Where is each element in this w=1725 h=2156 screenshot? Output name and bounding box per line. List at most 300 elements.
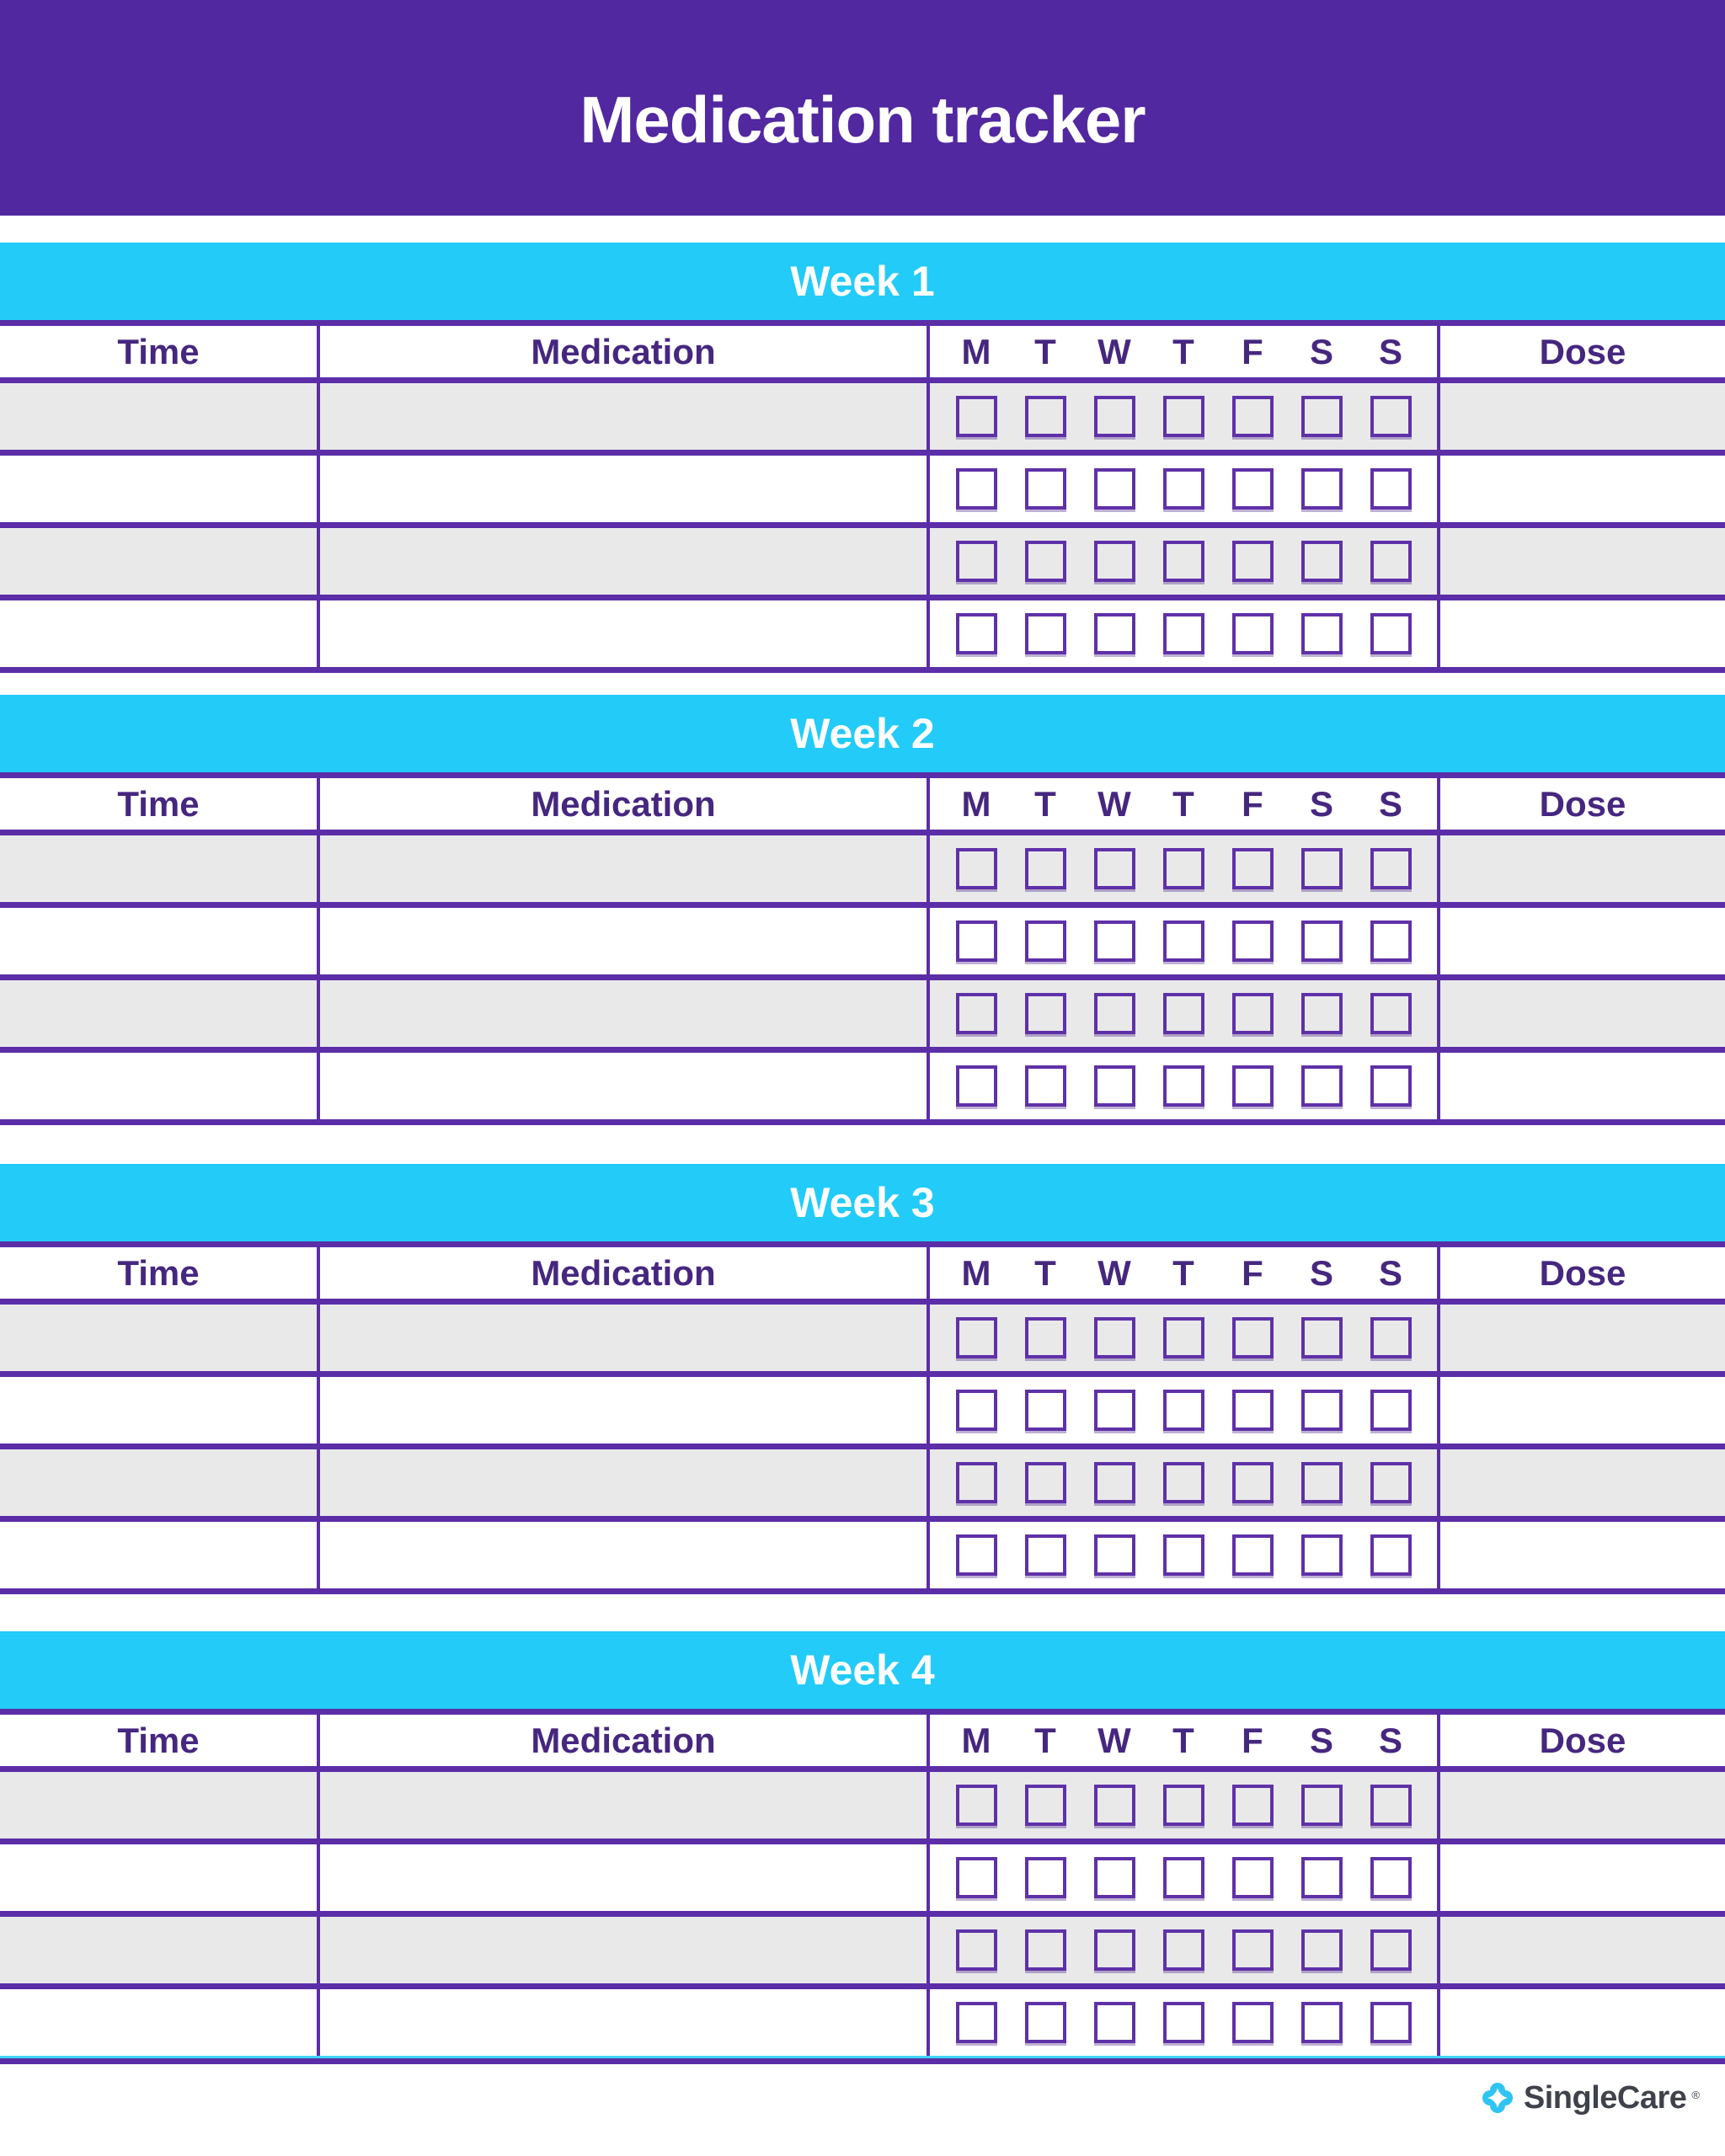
day-checkbox-mon[interactable]: [956, 1462, 997, 1503]
day-checkbox-wed[interactable]: [1094, 613, 1135, 654]
column-header-medication: Medication: [320, 326, 930, 377]
time-cell: [0, 1305, 320, 1371]
day-checkbox-sun[interactable]: [1370, 1534, 1412, 1576]
days-cell: [930, 1449, 1440, 1516]
day-checkbox-mon[interactable]: [956, 1065, 997, 1107]
medication-cell: [320, 1053, 930, 1119]
column-header-medication: Medication: [320, 778, 930, 830]
medication-row: [0, 1844, 1725, 1917]
medication-cell: [320, 1989, 930, 2056]
day-slot-fri: [1218, 1785, 1287, 1826]
day-slot-sun: [1356, 1462, 1425, 1503]
day-slot-fri: [1218, 468, 1287, 510]
medication-row: [0, 1522, 1725, 1594]
day-checkbox-thu[interactable]: [1163, 1857, 1204, 1898]
time-cell: [0, 1989, 320, 2056]
day-letter-sun: S: [1378, 331, 1402, 371]
day-letter-tue: T: [1034, 783, 1056, 824]
day-checkbox-mon[interactable]: [956, 1317, 997, 1358]
day-checkbox-tue[interactable]: [1025, 2002, 1066, 2043]
day-checkbox-fri[interactable]: [1232, 1534, 1274, 1576]
day-checkbox-sat[interactable]: [1301, 1065, 1343, 1107]
day-checkbox-mon[interactable]: [956, 2002, 997, 2043]
day-slot-thu: [1149, 921, 1218, 962]
day-slot-wed: [1080, 541, 1149, 582]
day-slot-thu: [1149, 541, 1218, 582]
day-checkbox-sun[interactable]: [1370, 2002, 1412, 2043]
day-checkbox-thu[interactable]: [1163, 1929, 1204, 1971]
day-checkbox-thu[interactable]: [1163, 541, 1204, 582]
day-letter-wed: W: [1097, 1252, 1131, 1293]
day-checkbox-wed[interactable]: [1094, 468, 1135, 510]
medication-row: [0, 1305, 1725, 1377]
checkbox-strip: [930, 1857, 1437, 1898]
table-header-row: [0, 1715, 1725, 1772]
day-checkbox-fri[interactable]: [1232, 848, 1274, 889]
day-checkbox-fri[interactable]: [1232, 1317, 1274, 1358]
day-checkbox-sat[interactable]: [1301, 1929, 1343, 1971]
day-slot-tue: [1011, 396, 1080, 437]
day-slot-mon: [942, 1534, 1011, 1576]
medication-cell: [320, 1522, 930, 1588]
day-slot-mon: [942, 1065, 1011, 1107]
day-checkbox-sun[interactable]: [1370, 396, 1412, 437]
days-cell: [930, 1053, 1440, 1119]
brand-name: SingleCare: [1523, 2079, 1687, 2116]
day-checkbox-thu[interactable]: [1163, 1534, 1204, 1576]
day-letter-tue: T: [1034, 331, 1056, 371]
day-slot-sun: [1356, 1390, 1425, 1431]
day-slot-sun: [1356, 993, 1425, 1034]
day-slot-wed: [1080, 1065, 1149, 1107]
day-slot-fri: [1218, 848, 1287, 889]
day-checkbox-wed[interactable]: [1094, 1390, 1135, 1431]
days-cell: [930, 908, 1440, 974]
day-checkbox-thu[interactable]: [1163, 848, 1204, 889]
day-checkbox-sat[interactable]: [1301, 1857, 1343, 1898]
column-header-days: [930, 1247, 1440, 1299]
day-slot-tue: [1011, 1534, 1080, 1576]
medication-row: [0, 1772, 1725, 1844]
day-checkbox-sun[interactable]: [1370, 1785, 1412, 1826]
day-checkbox-fri[interactable]: [1232, 541, 1274, 582]
day-slot-thu: [1149, 993, 1218, 1034]
day-checkbox-tue[interactable]: [1025, 613, 1066, 654]
day-checkbox-wed[interactable]: [1094, 1534, 1135, 1576]
day-checkbox-sun[interactable]: [1370, 1317, 1412, 1358]
day-checkbox-sat[interactable]: [1301, 1534, 1343, 1576]
day-checkbox-mon[interactable]: [956, 541, 997, 582]
day-letter-sat: S: [1309, 331, 1333, 371]
day-slot-tue: [1011, 1462, 1080, 1503]
day-checkbox-mon[interactable]: [956, 396, 997, 437]
day-checkbox-sun[interactable]: [1370, 1929, 1412, 1971]
day-slot-fri: [1218, 1857, 1287, 1898]
day-slot-wed: [1080, 1929, 1149, 1971]
day-slot-mon: [942, 921, 1011, 962]
day-slot-sun: [1356, 1785, 1425, 1826]
day-slot-tue: [1011, 921, 1080, 962]
day-slot-fri: [1218, 921, 1287, 962]
day-checkbox-tue[interactable]: [1025, 1857, 1066, 1898]
day-checkbox-fri[interactable]: [1232, 396, 1274, 437]
day-slot-tue: [1011, 541, 1080, 582]
day-slot-tue: [1011, 1785, 1080, 1826]
day-slot-tue: [1011, 1317, 1080, 1358]
day-checkbox-mon[interactable]: [956, 1534, 997, 1576]
day-checkbox-thu[interactable]: [1163, 1065, 1204, 1107]
dose-cell: [1440, 1449, 1725, 1516]
column-header-medication: Medication: [320, 1247, 930, 1299]
day-checkbox-thu[interactable]: [1163, 1317, 1204, 1358]
checkbox-strip: [930, 1065, 1437, 1107]
day-checkbox-tue[interactable]: [1025, 993, 1066, 1034]
day-checkbox-tue[interactable]: [1025, 1065, 1066, 1107]
day-checkbox-wed[interactable]: [1094, 541, 1135, 582]
column-header-medication: Medication: [320, 1715, 930, 1766]
day-checkbox-sat[interactable]: [1301, 396, 1343, 437]
dose-cell: [1440, 383, 1725, 450]
day-slot-sat: [1287, 1534, 1356, 1576]
week-table: [0, 1241, 1725, 1594]
day-slot-fri: [1218, 1065, 1287, 1107]
day-slot-wed: [1080, 1390, 1149, 1431]
day-checkbox-sat[interactable]: [1301, 541, 1343, 582]
days-cell: [930, 600, 1440, 667]
medication-row: [0, 456, 1725, 528]
day-checkbox-mon[interactable]: [956, 1390, 997, 1431]
day-slot-tue: [1011, 1929, 1080, 1971]
day-letter-wed: W: [1097, 1720, 1131, 1760]
day-letters-strip: [930, 784, 1437, 825]
day-checkbox-wed[interactable]: [1094, 1857, 1135, 1898]
day-checkbox-tue[interactable]: [1025, 1390, 1066, 1431]
day-checkbox-thu[interactable]: [1163, 1390, 1204, 1431]
day-checkbox-thu[interactable]: [1163, 396, 1204, 437]
day-slot-thu: [1149, 1857, 1218, 1898]
dose-cell: [1440, 1377, 1725, 1444]
day-slot-sun: [1356, 1065, 1425, 1107]
day-checkbox-wed[interactable]: [1094, 396, 1135, 437]
day-slot-sun: [1356, 1857, 1425, 1898]
day-checkbox-sun[interactable]: [1370, 1857, 1412, 1898]
column-header-days: [930, 326, 1440, 377]
day-slot-sat: [1287, 1317, 1356, 1358]
day-checkbox-thu[interactable]: [1163, 921, 1204, 962]
day-letters-strip: [930, 332, 1437, 372]
day-slot-sat: [1287, 993, 1356, 1034]
medication-cell: [320, 1772, 930, 1838]
day-letter-sat: S: [1309, 1252, 1333, 1293]
day-checkbox-fri[interactable]: [1232, 613, 1274, 654]
day-checkbox-fri[interactable]: [1232, 468, 1274, 510]
day-checkbox-fri[interactable]: [1232, 1785, 1274, 1826]
day-slot-fri: [1218, 541, 1287, 582]
day-checkbox-sat[interactable]: [1301, 993, 1343, 1034]
day-letter-wed: W: [1097, 331, 1131, 371]
day-checkbox-sun[interactable]: [1370, 1065, 1412, 1107]
day-checkbox-mon[interactable]: [956, 1857, 997, 1898]
day-checkbox-tue[interactable]: [1025, 1929, 1066, 1971]
day-checkbox-thu[interactable]: [1163, 468, 1204, 510]
day-checkbox-tue[interactable]: [1025, 468, 1066, 510]
time-cell: [0, 1844, 320, 1911]
week-header-bar: [0, 243, 1725, 320]
page-title: Medication tracker: [579, 82, 1146, 157]
day-checkbox-tue[interactable]: [1025, 1462, 1066, 1503]
day-slot-wed: [1080, 848, 1149, 889]
day-slot-fri: [1218, 1929, 1287, 1971]
checkbox-strip: [930, 1390, 1437, 1431]
day-checkbox-sun[interactable]: [1370, 848, 1412, 889]
table-header-row: [0, 1247, 1725, 1305]
medication-cell: [320, 1377, 930, 1444]
day-checkbox-sun[interactable]: [1370, 541, 1412, 582]
day-checkbox-sun[interactable]: [1370, 613, 1412, 654]
week-table: [0, 320, 1725, 673]
day-checkbox-fri[interactable]: [1232, 1929, 1274, 1971]
day-slot-thu: [1149, 1065, 1218, 1107]
day-checkbox-sun[interactable]: [1370, 921, 1412, 962]
day-checkbox-thu[interactable]: [1163, 1462, 1204, 1503]
week-table-body: [0, 1772, 1725, 2058]
day-slot-wed: [1080, 1462, 1149, 1503]
day-checkbox-mon[interactable]: [956, 613, 997, 654]
medication-cell: [320, 383, 930, 450]
checkbox-strip: [930, 1317, 1437, 1358]
day-slot-sat: [1287, 1857, 1356, 1898]
day-checkbox-wed[interactable]: [1094, 1317, 1135, 1358]
day-checkbox-wed[interactable]: [1094, 1462, 1135, 1503]
medication-row: [0, 1053, 1725, 1125]
day-slot-thu: [1149, 1390, 1218, 1431]
table-header-row: [0, 326, 1725, 383]
medication-row: [0, 980, 1725, 1053]
day-slot-sat: [1287, 541, 1356, 582]
day-letter-mon: M: [961, 1252, 991, 1293]
day-checkbox-mon[interactable]: [956, 1785, 997, 1826]
day-slot-wed: [1080, 2002, 1149, 2043]
dose-cell: [1440, 835, 1725, 902]
week-header-bar: [0, 695, 1725, 772]
days-cell: [930, 383, 1440, 450]
weeks-container: [0, 243, 1725, 2064]
day-slot-sat: [1287, 1785, 1356, 1826]
day-letters-strip: [930, 1253, 1437, 1294]
day-slot-thu: [1149, 1929, 1218, 1971]
day-checkbox-thu[interactable]: [1163, 1785, 1204, 1826]
day-checkbox-wed[interactable]: [1094, 1785, 1135, 1826]
day-slot-mon: [942, 993, 1011, 1034]
day-checkbox-wed[interactable]: [1094, 848, 1135, 889]
week-section-1: [0, 243, 1725, 673]
checkbox-strip: [930, 468, 1437, 510]
day-letter-wed: W: [1097, 783, 1131, 824]
day-checkbox-thu[interactable]: [1163, 613, 1204, 654]
day-checkbox-wed[interactable]: [1094, 993, 1135, 1034]
day-checkbox-tue[interactable]: [1025, 1317, 1066, 1358]
dose-cell: [1440, 980, 1725, 1047]
day-slot-sun: [1356, 396, 1425, 437]
day-letter-sun: S: [1378, 1720, 1402, 1760]
day-checkbox-sat[interactable]: [1301, 921, 1343, 962]
day-checkbox-tue[interactable]: [1025, 541, 1066, 582]
day-checkbox-sat[interactable]: [1301, 2002, 1343, 2043]
day-slot-wed: [1080, 921, 1149, 962]
day-slot-sat: [1287, 396, 1356, 437]
day-checkbox-fri[interactable]: [1232, 993, 1274, 1034]
day-checkbox-wed[interactable]: [1094, 1929, 1135, 1971]
day-slot-wed: [1080, 613, 1149, 654]
day-checkbox-sat[interactable]: [1301, 1785, 1343, 1826]
day-slot-sat: [1287, 1929, 1356, 1971]
day-checkbox-fri[interactable]: [1232, 1462, 1274, 1503]
day-checkbox-tue[interactable]: [1025, 396, 1066, 437]
dose-cell: [1440, 528, 1725, 595]
week-label: Week 3: [790, 1179, 935, 1226]
day-letter-mon: M: [961, 1720, 991, 1760]
dose-cell: [1440, 1917, 1725, 1983]
checkbox-strip: [930, 993, 1437, 1034]
medication-cell: [320, 1917, 930, 1983]
day-slot-tue: [1011, 848, 1080, 889]
day-checkbox-fri[interactable]: [1232, 921, 1274, 962]
table-header-row: [0, 778, 1725, 835]
time-cell: [0, 1053, 320, 1119]
time-cell: [0, 1449, 320, 1516]
day-slot-thu: [1149, 1534, 1218, 1576]
day-checkbox-fri[interactable]: [1232, 1065, 1274, 1107]
day-checkbox-sat[interactable]: [1301, 1390, 1343, 1431]
day-slot-sun: [1356, 1534, 1425, 1576]
day-slot-thu: [1149, 1785, 1218, 1826]
dose-cell: [1440, 1772, 1725, 1838]
day-slot-sun: [1356, 541, 1425, 582]
column-header-dose: Dose: [1539, 331, 1626, 371]
time-cell: [0, 528, 320, 595]
day-slot-mon: [942, 1317, 1011, 1358]
day-slot-mon: [942, 613, 1011, 654]
day-slot-sat: [1287, 1065, 1356, 1107]
days-cell: [930, 835, 1440, 902]
day-checkbox-thu[interactable]: [1163, 2002, 1204, 2043]
day-slot-sun: [1356, 2002, 1425, 2043]
day-slot-mon: [942, 396, 1011, 437]
day-checkbox-mon[interactable]: [956, 1929, 997, 1971]
day-slot-wed: [1080, 1317, 1149, 1358]
day-checkbox-tue[interactable]: [1025, 1534, 1066, 1576]
days-cell: [930, 528, 1440, 595]
week-section-2: [0, 695, 1725, 1125]
week-table: [0, 772, 1725, 1125]
days-cell: [930, 1917, 1440, 1983]
day-checkbox-thu[interactable]: [1163, 993, 1204, 1034]
day-checkbox-wed[interactable]: [1094, 1065, 1135, 1107]
days-cell: [930, 1522, 1440, 1588]
day-checkbox-sat[interactable]: [1301, 848, 1343, 889]
dose-cell: [1440, 1522, 1725, 1588]
day-slot-tue: [1011, 613, 1080, 654]
day-checkbox-sun[interactable]: [1370, 1462, 1412, 1503]
time-cell: [0, 1377, 320, 1444]
checkbox-strip: [930, 1785, 1437, 1826]
day-checkbox-wed[interactable]: [1094, 921, 1135, 962]
day-slot-thu: [1149, 1317, 1218, 1358]
week-section-4: [0, 1631, 1725, 2064]
day-checkbox-sat[interactable]: [1301, 613, 1343, 654]
day-checkbox-sat[interactable]: [1301, 1462, 1343, 1503]
checkbox-strip: [930, 2002, 1437, 2043]
day-slot-thu: [1149, 468, 1218, 510]
days-cell: [930, 1844, 1440, 1911]
day-slot-sun: [1356, 921, 1425, 962]
day-checkbox-wed[interactable]: [1094, 2002, 1135, 2043]
day-checkbox-mon[interactable]: [956, 848, 997, 889]
day-slot-fri: [1218, 1317, 1287, 1358]
day-letter-thu: T: [1172, 1720, 1194, 1760]
day-slot-mon: [942, 1857, 1011, 1898]
checkbox-strip: [930, 396, 1437, 437]
column-header-days: [930, 1715, 1440, 1766]
column-header-time: Time: [0, 1247, 320, 1299]
day-slot-fri: [1218, 1462, 1287, 1503]
medication-row: [0, 908, 1725, 980]
day-checkbox-sat[interactable]: [1301, 468, 1343, 510]
day-checkbox-sun[interactable]: [1370, 993, 1412, 1034]
dose-cell: [1440, 1989, 1725, 2056]
day-slot-wed: [1080, 1857, 1149, 1898]
day-checkbox-tue[interactable]: [1025, 848, 1066, 889]
day-checkbox-tue[interactable]: [1025, 1785, 1066, 1826]
medication-cell: [320, 456, 930, 522]
day-slot-fri: [1218, 993, 1287, 1034]
medication-row: [0, 1917, 1725, 1989]
time-cell: [0, 835, 320, 902]
days-cell: [930, 456, 1440, 522]
day-slot-fri: [1218, 2002, 1287, 2043]
day-checkbox-mon[interactable]: [956, 468, 997, 510]
day-slot-wed: [1080, 468, 1149, 510]
day-checkbox-mon[interactable]: [956, 993, 997, 1034]
week-label: Week 2: [790, 710, 935, 757]
day-slot-thu: [1149, 613, 1218, 654]
day-checkbox-fri[interactable]: [1232, 2002, 1274, 2043]
dose-cell: [1440, 600, 1725, 667]
day-checkbox-mon[interactable]: [956, 921, 997, 962]
day-checkbox-sun[interactable]: [1370, 1390, 1412, 1431]
day-slot-sat: [1287, 1462, 1356, 1503]
column-header-dose: Dose: [1539, 1720, 1626, 1760]
week-label: Week 4: [790, 1646, 935, 1694]
day-slot-sun: [1356, 1929, 1425, 1971]
day-slot-thu: [1149, 1462, 1218, 1503]
day-checkbox-sun[interactable]: [1370, 468, 1412, 510]
page-footer: [0, 2064, 1725, 2132]
day-checkbox-fri[interactable]: [1232, 1390, 1274, 1431]
checkbox-strip: [930, 1462, 1437, 1503]
day-checkbox-tue[interactable]: [1025, 921, 1066, 962]
medication-row: [0, 1989, 1725, 2058]
day-letter-fri: F: [1242, 1720, 1263, 1760]
dose-cell: [1440, 1053, 1725, 1119]
day-checkbox-fri[interactable]: [1232, 1857, 1274, 1898]
medication-cell: [320, 1844, 930, 1911]
day-slot-sat: [1287, 1390, 1356, 1431]
day-letter-mon: M: [961, 783, 991, 824]
day-slot-sat: [1287, 921, 1356, 962]
days-cell: [930, 1377, 1440, 1444]
day-checkbox-sat[interactable]: [1301, 1317, 1343, 1358]
